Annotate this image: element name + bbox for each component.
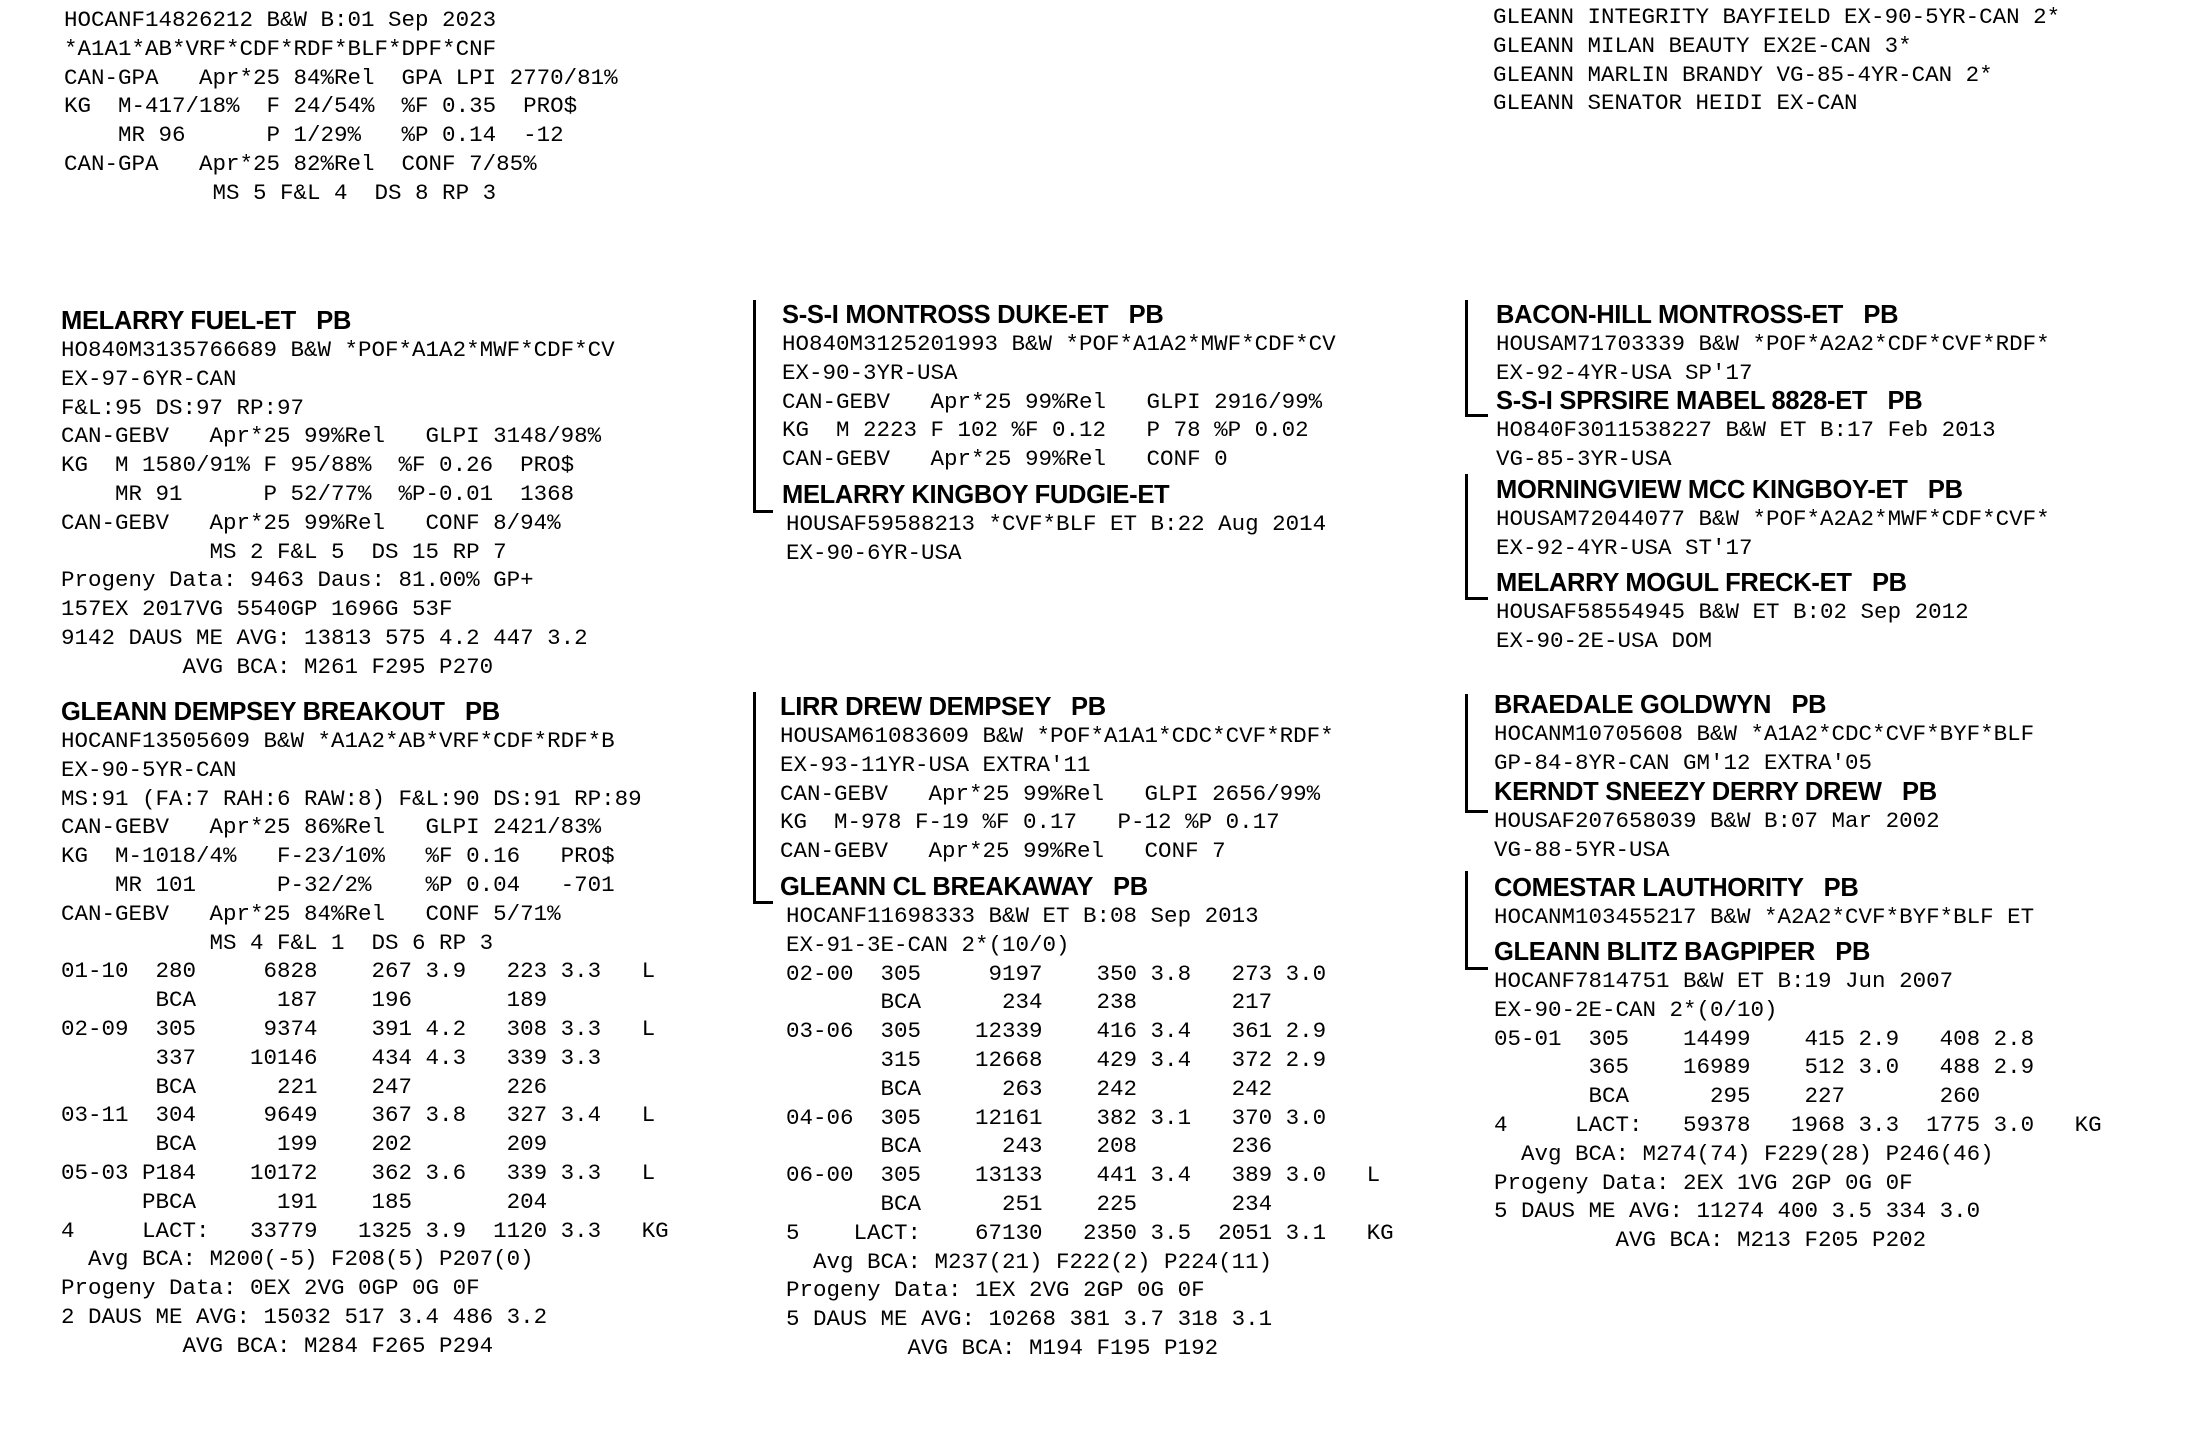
dam-line: CAN-GEBV Apr*25 86%Rel GLPI 2421/83% <box>61 814 602 841</box>
dam-dam-line: 5 LACT: 67130 2350 3.5 2051 3.1 KG <box>786 1219 1394 1246</box>
ddd-line: EX-90-2E-CAN 2*(0/10) <box>1494 996 1778 1023</box>
sss-line: HOUSAM71703339 B&W *POF*A2A2*CDF*CVF*RDF* <box>1496 331 2050 357</box>
dsd-line: VG-88-5YR-USA <box>1494 836 1670 863</box>
dds-line: HOCANM103455217 B&W *A2A2*CVF*BYF*BLF ET <box>1494 904 2035 930</box>
dam-dam-line: AVG BCA: M194 F195 P192 <box>786 1334 1219 1361</box>
dam-dam-line: 02-00 305 9197 350 3.8 273 3.0 <box>786 960 1327 987</box>
dam-line: AVG BCA: M284 F265 P294 <box>61 1332 494 1359</box>
dds-bracket <box>1465 871 1488 970</box>
sss-block <box>1496 300 2050 388</box>
ssd-block <box>1496 386 1996 474</box>
dam-line: Progeny Data: 0EX 2VG 0GP 0G 0F <box>61 1275 480 1302</box>
sire-line: Progeny Data: 9463 Daus: 81.00% GP+ <box>61 567 534 594</box>
family-line: GLEANN MILAN BEAUTY EX2E-CAN 3* <box>1493 32 1912 59</box>
sire-sire-line: KG M 2223 F 102 %F 0.12 P 78 %P 0.02 <box>782 417 1309 444</box>
dam-dam-block <box>780 872 1394 1363</box>
dam-dam-line: 06-00 305 13133 441 3.4 389 3.0 L <box>786 1162 1381 1189</box>
sire-name: MELARRY FUEL-ET PB <box>61 307 352 335</box>
dam-line: MR 101 P-32/2% %P 0.04 -701 <box>61 871 615 898</box>
ddd-line: AVG BCA: M213 F205 P202 <box>1494 1227 1927 1254</box>
dam-line: MS 4 F&L 1 DS 6 RP 3 <box>61 929 494 956</box>
family-line: GLEANN INTEGRITY BAYFIELD EX-90-5YR-CAN 2* <box>1493 4 2061 30</box>
sire-line: 9142 DAUS ME AVG: 13813 575 4.2 447 3.2 <box>61 624 588 651</box>
ddd-line: 05-01 305 14499 415 2.9 408 2.8 <box>1494 1025 2035 1052</box>
sire-dam-name: MELARRY KINGBOY FUDGIE-ET <box>782 481 1170 509</box>
subject-animal-block <box>64 6 618 208</box>
dam-dam-line: BCA 234 238 217 <box>786 989 1273 1016</box>
dam-line: HOCANF13505609 B&W *A1A2*AB*VRF*CDF*RDF*B <box>61 728 615 754</box>
dam-line: KG M-1018/4% F-23/10% %F 0.16 PRO$ <box>61 843 615 870</box>
dam-dam-line: EX-91-3E-CAN 2*(10/0) <box>786 931 1070 958</box>
ssd-name: S-S-I SPRSIRE MABEL 8828-ET PB <box>1496 387 1923 415</box>
sire-line: MR 91 P 52/77% %P-0.01 1368 <box>61 480 575 507</box>
ddd-line: 365 16989 512 3.0 488 2.9 <box>1494 1054 2035 1081</box>
dam-sire-name: LIRR DREW DEMPSEY PB <box>780 693 1106 721</box>
dss-block <box>1494 690 2034 778</box>
dds-block <box>1494 873 2034 932</box>
subject-line: MS 5 F&L 4 DS 8 RP 3 <box>64 179 497 206</box>
sire-line: 157EX 2017VG 5540GP 1696G 53F <box>61 596 453 623</box>
dam-block <box>61 697 669 1361</box>
dam-dam-line: BCA 263 242 242 <box>786 1075 1273 1102</box>
sss-bracket <box>1465 300 1488 417</box>
sire-line: MS 2 F&L 5 DS 15 RP 7 <box>61 538 507 565</box>
sds-bracket <box>1465 474 1488 600</box>
dam-dam-line: 5 DAUS ME AVG: 10268 381 3.7 318 3.1 <box>786 1306 1273 1333</box>
dam-line: EX-90-5YR-CAN <box>61 756 237 783</box>
sire-line: CAN-GEBV Apr*25 99%Rel CONF 8/94% <box>61 509 561 536</box>
dam-dam-line: 315 12668 429 3.4 372 2.9 <box>786 1046 1327 1073</box>
sire-line: AVG BCA: M261 F295 P270 <box>61 653 494 680</box>
dam-line: BCA 199 202 209 <box>61 1131 548 1158</box>
dam-dam-line: Avg BCA: M237(21) F222(2) P224(11) <box>786 1248 1273 1275</box>
subject-line: HOCANF14826212 B&W B:01 Sep 2023 <box>64 7 497 33</box>
dam-line: BCA 187 196 189 <box>61 987 548 1014</box>
dam-sire-line: EX-93-11YR-USA EXTRA'11 <box>780 751 1091 778</box>
subject-line: *A1A1*AB*VRF*CDF*RDF*BLF*DPF*CNF <box>64 35 497 62</box>
ddd-line: 5 DAUS ME AVG: 11274 400 3.5 334 3.0 <box>1494 1198 1981 1225</box>
ddd-name: GLEANN BLITZ BAGPIPER PB <box>1494 938 1871 966</box>
ddd-line: 4 LACT: 59378 1968 3.3 1775 3.0 KG <box>1494 1111 2102 1138</box>
dam-line: 02-09 305 9374 391 4.2 308 3.3 L <box>61 1015 656 1042</box>
sire-dam-line: EX-90-6YR-USA <box>786 539 962 566</box>
ddd-line: Progeny Data: 2EX 1VG 2GP 0G 0F <box>1494 1169 1913 1196</box>
family-line: GLEANN MARLIN BRANDY VG-85-4YR-CAN 2* <box>1493 61 1993 88</box>
dam-line: PBCA 191 185 204 <box>61 1188 548 1215</box>
dam-dam-line: 04-06 305 12161 382 3.1 370 3.0 <box>786 1104 1327 1131</box>
dam-line: 337 10146 434 4.3 339 3.3 <box>61 1044 602 1071</box>
sire-sire-line: CAN-GEBV Apr*25 99%Rel GLPI 2916/99% <box>782 388 1323 415</box>
ddd-line: BCA 295 227 260 <box>1494 1083 1981 1110</box>
dam-line: 01-10 280 6828 267 3.9 223 3.3 L <box>61 958 656 985</box>
dsd-line: HOUSAF207658039 B&W B:07 Mar 2002 <box>1494 808 1940 834</box>
subject-line: MR 96 P 1/29% %P 0.14 -12 <box>64 122 564 149</box>
sire-line: HO840M3135766689 B&W *POF*A1A2*MWF*CDF*CV <box>61 337 615 363</box>
family-line: GLEANN SENATOR HEIDI EX-CAN <box>1493 90 1858 117</box>
sdd-block <box>1496 568 1969 656</box>
dam-dam-line: BCA 251 225 234 <box>786 1190 1273 1217</box>
dam-sire-line: CAN-GEBV Apr*25 99%Rel CONF 7 <box>780 838 1226 865</box>
dam-name: GLEANN DEMPSEY BREAKOUT PB <box>61 698 500 726</box>
sds-name: MORNINGVIEW MCC KINGBOY-ET PB <box>1496 476 1963 504</box>
dam-line: CAN-GEBV Apr*25 84%Rel CONF 5/71% <box>61 900 561 927</box>
sire-sire-line: CAN-GEBV Apr*25 99%Rel CONF 0 <box>782 446 1228 473</box>
dam-line: MS:91 (FA:7 RAH:6 RAW:8) F&L:90 DS:91 RP:89 <box>61 785 642 812</box>
ssd-line: HO840F3011538227 B&W ET B:17 Feb 2013 <box>1496 417 1996 443</box>
sire-sire-block <box>782 300 1336 474</box>
dam-line: 2 DAUS ME AVG: 15032 517 3.4 486 3.2 <box>61 1303 548 1330</box>
sire-line: EX-97-6YR-CAN <box>61 365 237 392</box>
dam-dam-line: BCA 243 208 236 <box>786 1133 1273 1160</box>
sdd-line: HOUSAF58554945 B&W ET B:02 Sep 2012 <box>1496 599 1969 625</box>
dds-name: COMESTAR LAUTHORITY PB <box>1494 874 1859 902</box>
dam-bracket <box>753 692 773 904</box>
dam-line: Avg BCA: M200(-5) F208(5) P207(0) <box>61 1246 534 1273</box>
dam-dam-line: Progeny Data: 1EX 2VG 2GP 0G 0F <box>786 1277 1205 1304</box>
dam-line: 05-03 P184 10172 362 3.6 339 3.3 L <box>61 1159 656 1186</box>
dam-sire-line: HOUSAM61083609 B&W *POF*A1A1*CDC*CVF*RDF* <box>780 723 1334 749</box>
sds-block <box>1496 475 2050 563</box>
dss-name: BRAEDALE GOLDWYN PB <box>1494 691 1827 719</box>
dam-sire-line: CAN-GEBV Apr*25 99%Rel GLPI 2656/99% <box>780 780 1321 807</box>
sire-line: KG M 1580/91% F 95/88% %F 0.26 PRO$ <box>61 452 575 479</box>
subject-line: CAN-GPA Apr*25 84%Rel GPA LPI 2770/81% <box>64 64 618 91</box>
sds-line: HOUSAM72044077 B&W *POF*A2A2*MWF*CDF*CVF* <box>1496 506 2050 532</box>
sss-name: BACON-HILL MONTROSS-ET PB <box>1496 301 1899 329</box>
dam-line: 03-11 304 9649 367 3.8 327 3.4 L <box>61 1102 656 1129</box>
sire-block <box>61 306 615 682</box>
dss-line: HOCANM10705608 B&W *A1A2*CDC*CVF*BYF*BLF <box>1494 721 2035 747</box>
dam-dam-name: GLEANN CL BREAKAWAY PB <box>780 873 1148 901</box>
subject-line: CAN-GPA Apr*25 82%Rel CONF 7/85% <box>64 150 537 177</box>
dss-bracket <box>1465 694 1488 813</box>
dam-line: 4 LACT: 33779 1325 3.9 1120 3.3 KG <box>61 1217 669 1244</box>
dsd-block <box>1494 777 1940 865</box>
sire-dam-line: HOUSAF59588213 *CVF*BLF ET B:22 Aug 2014 <box>786 511 1327 537</box>
dam-sire-line: KG M-978 F-19 %F 0.17 P-12 %P 0.17 <box>780 809 1280 836</box>
sds-line: EX-92-4YR-USA ST'17 <box>1496 534 1753 561</box>
sire-line: F&L:95 DS:97 RP:97 <box>61 394 305 421</box>
ssd-line: VG-85-3YR-USA <box>1496 445 1672 472</box>
sire-sire-line: HO840M3125201993 B&W *POF*A1A2*MWF*CDF*CV <box>782 331 1336 357</box>
sss-line: EX-92-4YR-USA SP'17 <box>1496 359 1753 386</box>
sdd-line: EX-90-2E-USA DOM <box>1496 627 1713 654</box>
dam-sire-block <box>780 692 1334 866</box>
dsd-name: KERNDT SNEEZY DERRY DREW PB <box>1494 778 1937 806</box>
subject-line: KG M-417/18% F 24/54% %F 0.35 PRO$ <box>64 93 578 120</box>
dss-line: GP-84-8YR-CAN GM'12 EXTRA'05 <box>1494 749 1873 776</box>
ddd-line: Avg BCA: M274(74) F229(28) P246(46) <box>1494 1140 1994 1167</box>
ddd-block <box>1494 937 2102 1255</box>
ddd-line: HOCANF7814751 B&W ET B:19 Jun 2007 <box>1494 968 1954 994</box>
dam-dam-line: HOCANF11698333 B&W ET B:08 Sep 2013 <box>786 903 1259 929</box>
sdd-name: MELARRY MOGUL FRECK-ET PB <box>1496 569 1907 597</box>
dam-line: BCA 221 247 226 <box>61 1073 548 1100</box>
sire-dam-block <box>782 480 1326 568</box>
sire-sire-line: EX-90-3YR-USA <box>782 359 958 386</box>
sire-line: CAN-GEBV Apr*25 99%Rel GLPI 3148/98% <box>61 423 602 450</box>
sire-bracket <box>753 300 773 513</box>
sire-sire-name: S-S-I MONTROSS DUKE-ET PB <box>782 301 1164 329</box>
dam-dam-line: 03-06 305 12339 416 3.4 361 2.9 <box>786 1018 1327 1045</box>
family-list-block <box>1493 3 2060 118</box>
